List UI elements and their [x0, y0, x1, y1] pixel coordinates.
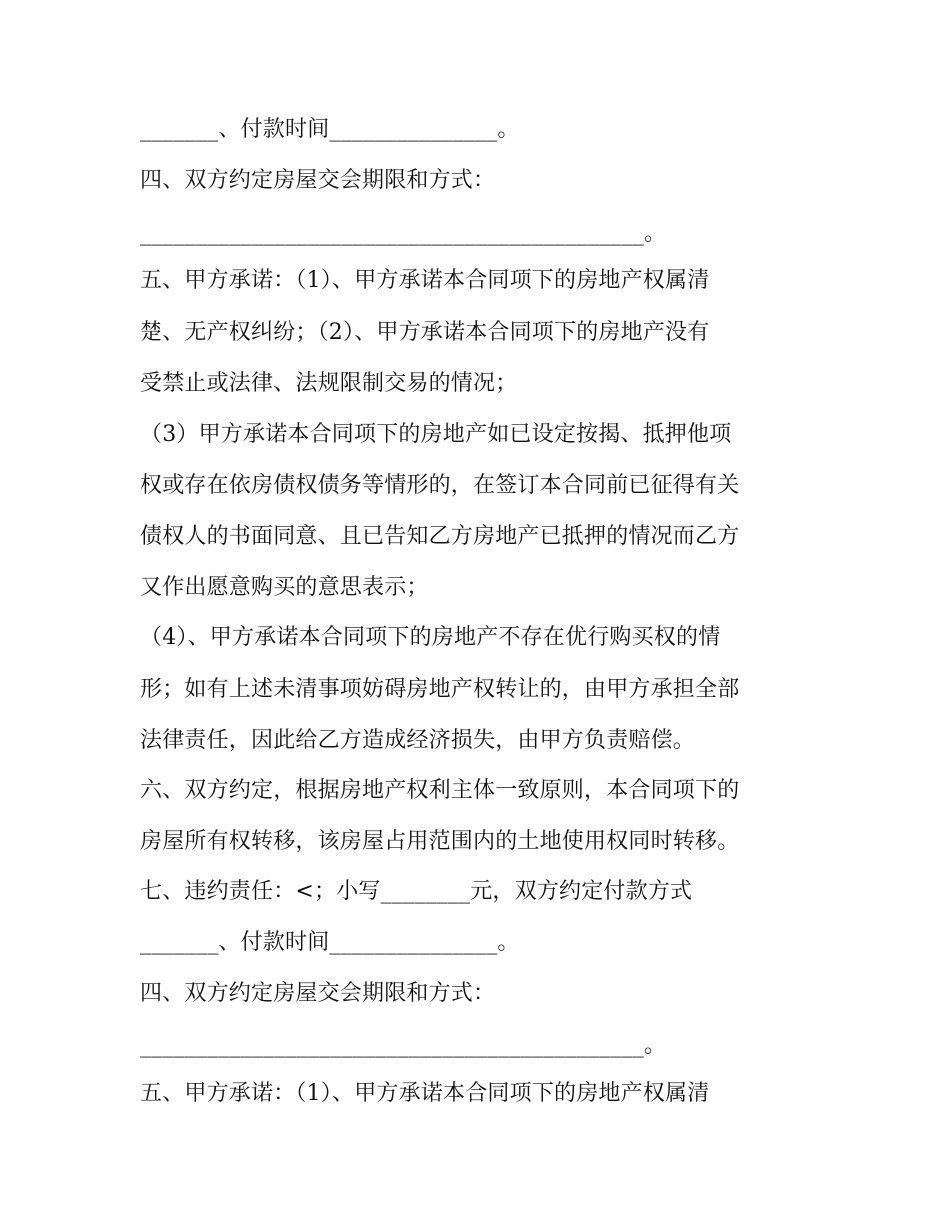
text-line: 债权人的书面同意、且已告知乙方房地产已抵押的情况而乙方: [140, 524, 740, 549]
text-line: 七、违约责任：<；小写________元，双方约定付款方式: [140, 879, 693, 904]
text-line: （3）甲方承诺本合同项下的房地产如已设定按揭、抵押他项: [140, 422, 732, 447]
text-line: 四、双方约定房屋交会期限和方式：: [140, 168, 496, 193]
text-line: 形；如有上述未清事项妨碍房地产权转让的，由甲方承担全部: [140, 677, 740, 702]
text-line: 楚、无产权纠纷；（2）、甲方承诺本合同项下的房地产没有: [140, 320, 710, 345]
text-line: _______、付款时间_______________。: [140, 930, 520, 955]
text-line: 五、甲方承诺：（1）、甲方承诺本合同项下的房地产权属清: [140, 1081, 710, 1106]
text-line: _______、付款时间_______________。: [140, 117, 520, 142]
text-line: 权或存在依房债权债务等情形的，在签订本合同前已征得有关: [140, 473, 740, 498]
text-line: _____________________________________________。: [140, 221, 667, 246]
text-line: 五、甲方承诺：（1）、甲方承诺本合同项下的房地产权属清: [140, 268, 710, 293]
text-line: _____________________________________________。: [140, 1033, 667, 1058]
text-line: 又作出愿意购买的意思表示；: [140, 575, 429, 600]
text-line: 法律责任，因此给乙方造成经济损失，由甲方负责赔偿。: [140, 728, 696, 753]
text-line: 受禁止或法律、法规限制交易的情况；: [140, 371, 518, 396]
text-line: 房屋所有权转移，该房屋占用范围内的土地使用权同时转移。: [140, 829, 740, 854]
text-line: 六、双方约定，根据房地产权利主体一致原则，本合同项下的: [140, 778, 740, 803]
text-line: 四、双方约定房屋交会期限和方式：: [140, 981, 496, 1006]
text-line: （4）、甲方承诺本合同项下的房地产不存在优行购买权的情: [140, 625, 721, 650]
